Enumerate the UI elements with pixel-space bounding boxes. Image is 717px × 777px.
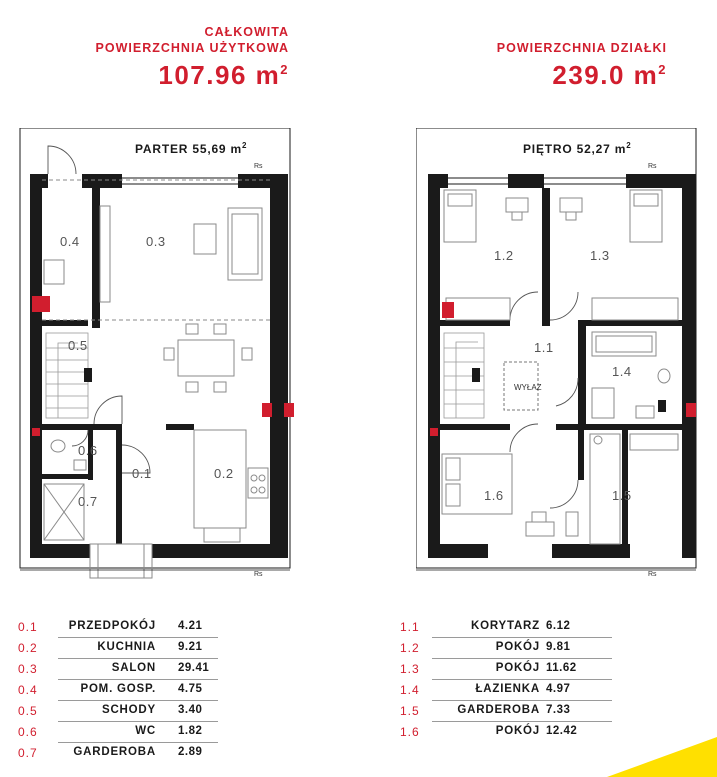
upper-floor-area-table (400, 616, 612, 746)
room-number: 0.5 (18, 704, 38, 718)
room-area: 3.40 (178, 704, 203, 716)
room-number: 0.2 (18, 641, 38, 655)
rs-mark-top-upper: Rs (648, 163, 657, 170)
table-row (400, 637, 612, 659)
room-number: 1.5 (400, 704, 420, 718)
room-label-1-6: 1.6 (484, 488, 504, 503)
rs-mark-bottom-upper: Rs (648, 571, 657, 578)
total-area-label-2: POWIERZCHNIA UŻYTKOWA (95, 41, 289, 55)
room-label-0-6: 0.6 (78, 443, 98, 458)
decorative-corner (607, 737, 717, 777)
hatch-label: WYŁAZ (514, 383, 542, 392)
room-number: 1.3 (400, 662, 420, 676)
room-name: SCHODY (101, 704, 156, 716)
room-label-0-5: 0.5 (68, 338, 88, 353)
room-number: 0.7 (18, 746, 38, 760)
table-row (18, 700, 218, 722)
room-label-0-2: 0.2 (214, 466, 234, 481)
plot-area-value: 239.0 $m^2$ (552, 60, 667, 90)
upper-floor-plan (416, 128, 706, 598)
room-label-0-3: 0.3 (146, 234, 166, 249)
table-row (18, 721, 218, 743)
table-row (18, 658, 218, 680)
room-number: 1.1 (400, 620, 420, 634)
total-area-block (96, 24, 289, 91)
room-area: 29.41 (178, 662, 210, 674)
room-name: WC (135, 725, 156, 737)
rs-mark-top: Rs (254, 163, 263, 170)
room-name: POKÓJ (495, 641, 540, 653)
table-row (18, 616, 218, 638)
room-name: POKÓJ (495, 662, 540, 674)
room-area: 9.21 (178, 641, 203, 653)
table-row (18, 679, 218, 701)
room-number: 0.3 (18, 662, 38, 676)
total-area-value: 107.96 $m^2$ (158, 60, 289, 90)
plot-area-block (497, 40, 667, 91)
upper-floor-drawing (416, 128, 706, 598)
table-row (400, 721, 612, 743)
room-name: KORYTARZ (470, 620, 540, 632)
room-name: GARDEROBA (457, 704, 540, 716)
ground-floor-area-table (18, 616, 218, 776)
room-label-0-1: 0.1 (132, 466, 152, 481)
room-number: 1.4 (400, 683, 420, 697)
room-number: 0.4 (18, 683, 38, 697)
total-area-label-1: CAŁKOWITA (204, 25, 289, 39)
room-label-0-7: 0.7 (78, 494, 98, 509)
room-area: 9.81 (546, 641, 571, 653)
room-name: KUCHNIA (97, 641, 156, 653)
table-row (18, 742, 218, 764)
room-area: 4.21 (178, 620, 203, 632)
room-area: 11.62 (546, 662, 577, 674)
room-label-1-2: 1.2 (494, 248, 514, 263)
room-name: SALON (111, 662, 156, 674)
room-area: 4.75 (178, 683, 203, 695)
room-number: 1.6 (400, 725, 420, 739)
ground-floor-drawing (18, 128, 308, 598)
room-number: 0.1 (18, 620, 38, 634)
room-name: GARDEROBA (73, 746, 156, 758)
room-label-1-1: 1.1 (534, 340, 554, 355)
room-number: 1.2 (400, 641, 420, 655)
room-name: PRZEDPOKÓJ (68, 620, 156, 632)
room-label-1-5: 1.5 (612, 488, 632, 503)
room-label-0-4: 0.4 (60, 234, 80, 249)
room-name: POM. GOSP. (80, 683, 156, 695)
upper-floor-title: PIĘTRO 52,27 $m^2$ (520, 141, 635, 156)
ground-floor-plan (18, 128, 308, 598)
room-area: 7.33 (546, 704, 571, 716)
table-row (400, 658, 612, 680)
ground-floor-title: PARTER 55,69 $m^2$ (132, 141, 250, 156)
room-area: 1.82 (178, 725, 203, 737)
table-row (400, 679, 612, 701)
plot-area-label: POWIERZCHNIA DZIAŁKI (496, 41, 667, 55)
room-name: ŁAZIENKA (475, 683, 540, 695)
room-label-1-3: 1.3 (590, 248, 610, 263)
room-area: 6.12 (546, 620, 571, 632)
room-label-1-4: 1.4 (612, 364, 632, 379)
room-area: 12.42 (546, 725, 578, 737)
room-number: 0.6 (18, 725, 38, 739)
table-row (18, 637, 218, 659)
room-area: 2.89 (178, 746, 203, 758)
room-area: 4.97 (546, 683, 571, 695)
table-row (400, 616, 612, 638)
rs-mark-bottom: Rs (254, 571, 263, 578)
room-name: POKÓJ (495, 725, 540, 737)
table-row (400, 700, 612, 722)
